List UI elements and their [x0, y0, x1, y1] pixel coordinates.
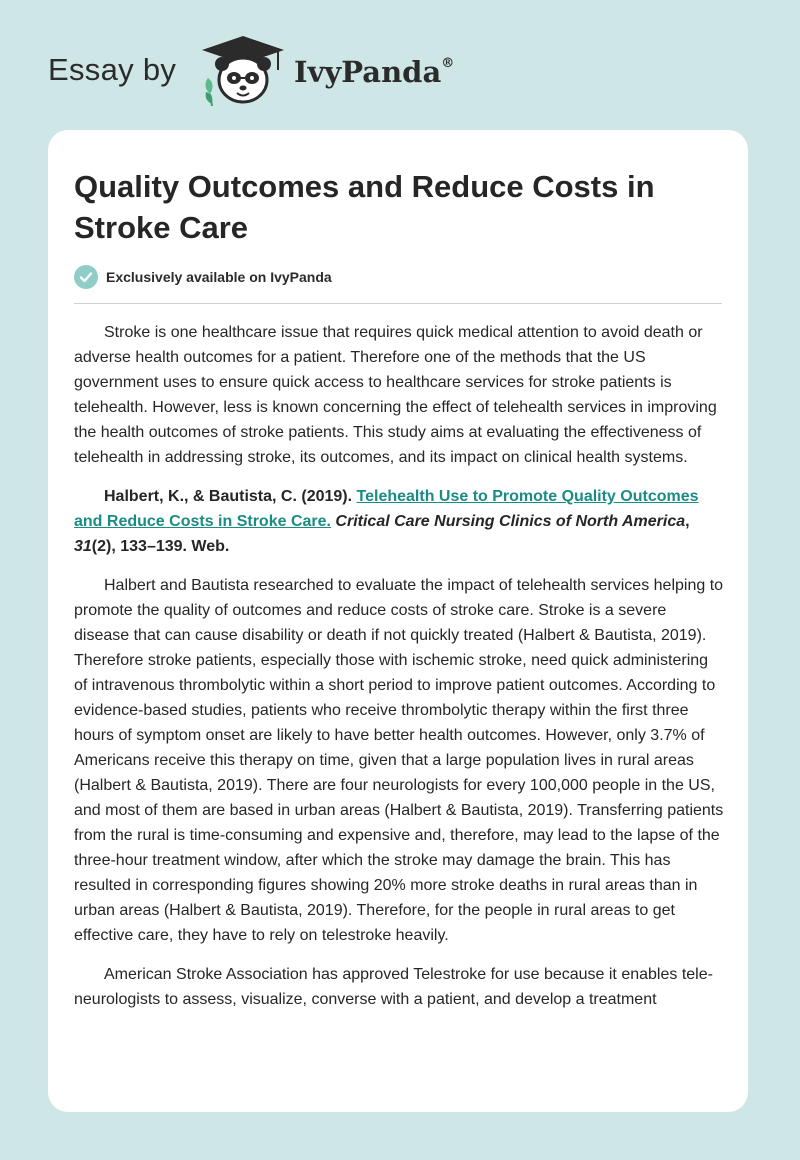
reference-authors: Halbert, K., & Bautista, C. (2019).	[104, 488, 357, 505]
site-header	[0, 0, 800, 130]
check-icon	[74, 265, 98, 289]
panda-logo-icon[interactable]	[200, 34, 286, 108]
reference-citation	[74, 484, 724, 559]
paragraph-telestroke: American Stroke Association has approved Telestroke for use because it enables tele-neurologists to assess, visualize, converse with a patient, and develop a treatment	[74, 966, 713, 1008]
reference-journal: Critical Care Nursing Clinics of North America	[335, 513, 686, 530]
reference-volume: 31	[74, 538, 92, 555]
reference-comma: ,	[685, 513, 690, 530]
brand-name[interactable]	[294, 55, 454, 89]
brand-text: IvyPanda	[294, 55, 442, 89]
divider	[74, 303, 722, 304]
reference-link[interactable]: Telehealth Use to Promote Quality Outcomes and Reduce Costs in Stroke Care.	[74, 488, 699, 530]
registered-mark: ®	[441, 56, 455, 72]
page-title: Quality Outcomes and Reduce Costs in Stroke Care	[74, 169, 655, 245]
essay-body	[74, 320, 724, 1026]
essay-card	[48, 130, 748, 1112]
exclusive-badge-text: Exclusively available on IvyPanda	[106, 269, 332, 285]
reference-rest: (2), 133–139. Web.	[91, 538, 230, 555]
essay-by-label: Essay by	[48, 52, 177, 87]
exclusive-badge	[74, 264, 332, 290]
paragraph-summary: Halbert and Bautista researched to evaluate the impact of telehealth services helping to promote the quality of outcomes and reduce costs of stroke care. Stroke is a severe disease that can cause disability or death if not quickly treated (Halbert & Bautista, 2019). Therefore stroke patients, especially those with ischemic stroke, need quick administering of intravenous thrombolytic within a short period to improve patient outcomes. According to evidence-based studies, patients who receive thrombolytic therapy within the first three hours of symptom onset are likely to have better health outcomes. However, only 3.7% of Americans receive this therapy on time, given that a large population lives in rural areas (Halbert & Bautista, 2019). There are four neurologists for every 100,000 people in the US, and most of them are based in urban areas (Halbert & Bautista, 2019). Transferring patients from the rural is time-consuming and expensive and, therefore, may lead to the lapse of the three-hour treatment window, after which the stroke may damage the brain. This has resulted in corresponding figures showing 20% more stroke deaths in rural areas than in urban areas (Halbert & Bautista, 2019). Therefore, for the people in rural areas to get effective care, they have to rely on telestroke heavily.	[74, 577, 724, 944]
paragraph-intro: Stroke is one healthcare issue that requires quick medical attention to avoid death or adverse health outcomes for a patient. Therefore one of the methods that the US government uses to ensure quick access to healthcare services for stroke patients is telehealth. However, less is known concerning the effect of telehealth services in improving the health outcomes of stroke patients. This study aims at evaluating the effectiveness of telehealth in addressing stroke, its outcomes, and its impact on clinical health systems.	[74, 324, 717, 466]
